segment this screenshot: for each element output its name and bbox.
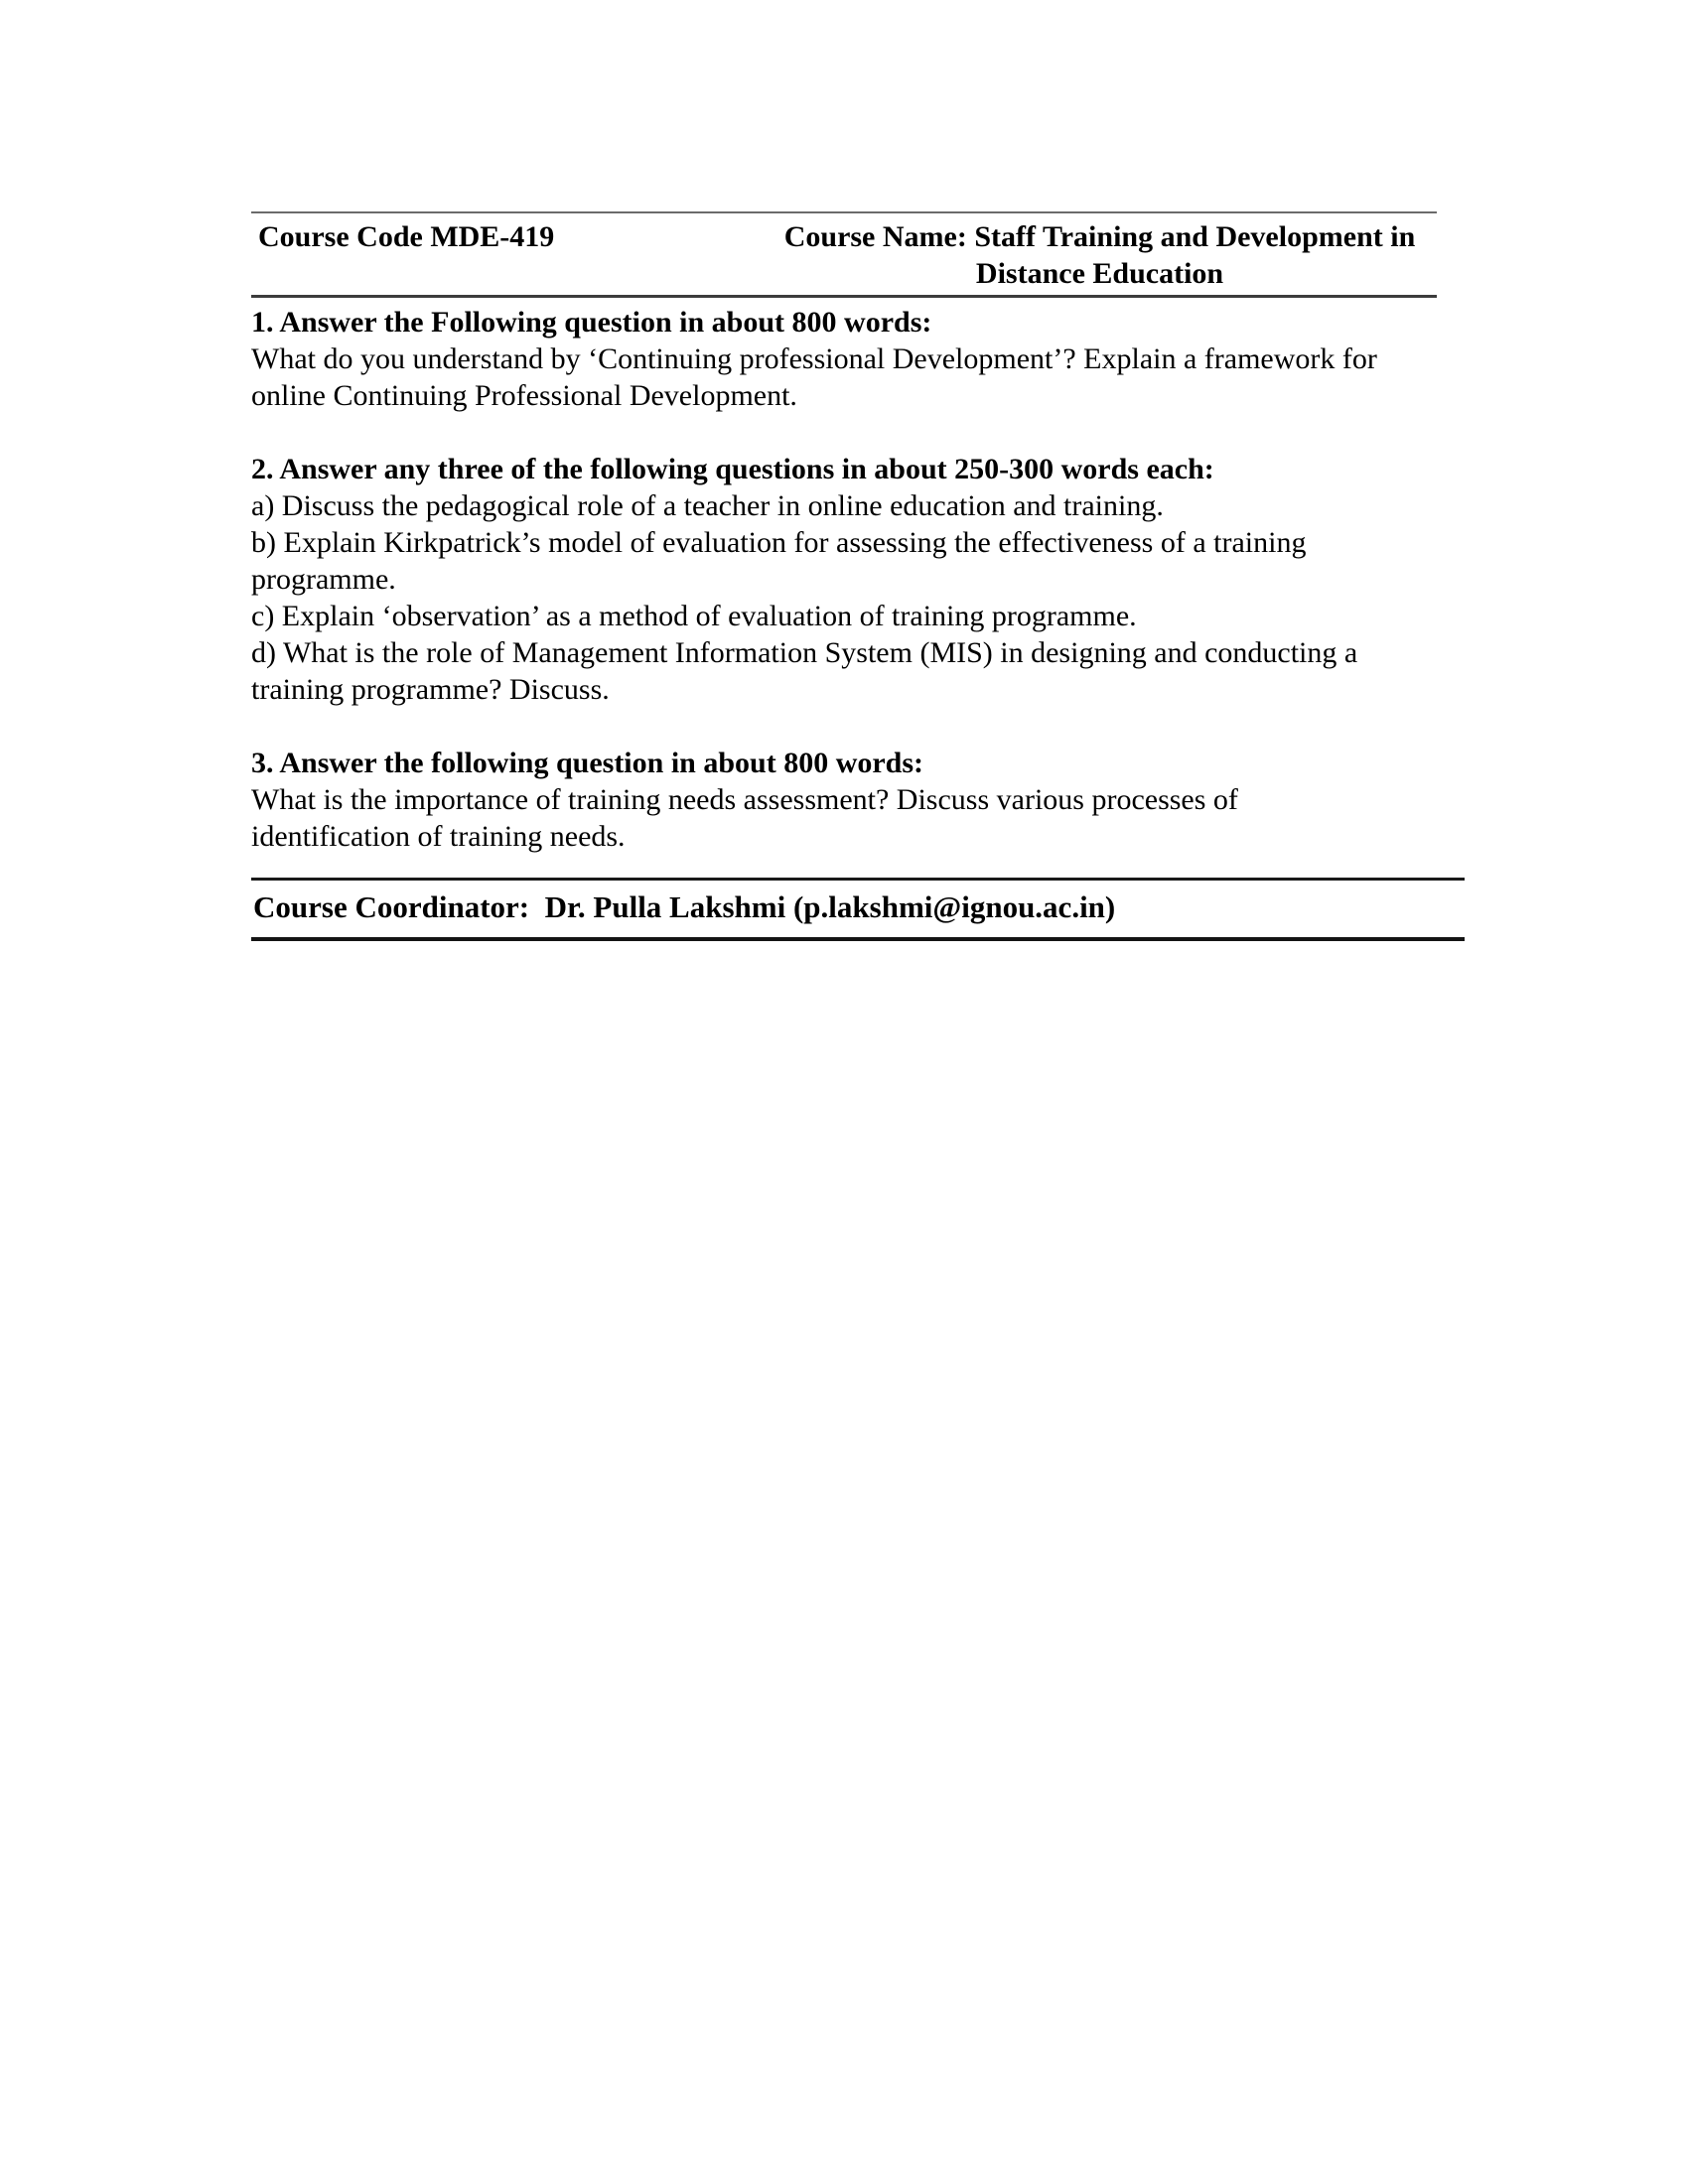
section-3-heading: 3. Answer the following question in about 800 words: bbox=[251, 747, 924, 779]
question-section-1 bbox=[251, 304, 1437, 414]
section-1-heading: 1. Answer the Following question in about 800 words: bbox=[251, 306, 932, 339]
section-1-line: What do you understand by ‘Continuing professional Development’? Explain a framework for bbox=[251, 342, 1377, 375]
section-1-line: online Continuing Professional Development. bbox=[251, 379, 797, 412]
course-name-line-2: Distance Education bbox=[975, 257, 1224, 290]
section-2-line: training programme? Discuss. bbox=[251, 673, 610, 706]
course-name-line-1: Course Name: Staff Training and Development in bbox=[783, 220, 1416, 253]
section-2-line: b) Explain Kirkpatrick’s model of evaluation for assessing the effectiveness of a training bbox=[251, 526, 1307, 559]
question-section-3 bbox=[251, 745, 1437, 855]
course-code: Course Code MDE-419 bbox=[258, 220, 555, 253]
section-2-line: programme. bbox=[251, 563, 396, 596]
section-3-line: identification of training needs. bbox=[251, 820, 626, 853]
section-3-line: What is the importance of training needs assessment? Discuss various processes of bbox=[251, 783, 1238, 816]
section-2-line: c) Explain ‘observation’ as a method of evaluation of training programme. bbox=[251, 600, 1137, 632]
section-2-line: d) What is the role of Management Information System (MIS) in designing and conducting a bbox=[251, 636, 1358, 669]
document-body bbox=[251, 211, 1437, 941]
section-2-heading: 2. Answer any three of the following questions in about 250-300 words each: bbox=[251, 453, 1214, 485]
course-header bbox=[251, 211, 1437, 298]
section-2-line: a) Discuss the pedagogical role of a teacher in online education and training. bbox=[251, 489, 1164, 522]
course-name bbox=[763, 218, 1437, 292]
course-coordinator: Course Coordinator: Dr. Pulla Lakshmi (p.lakshmi@ignou.ac.in) bbox=[251, 878, 1465, 941]
question-section-2 bbox=[251, 451, 1437, 708]
